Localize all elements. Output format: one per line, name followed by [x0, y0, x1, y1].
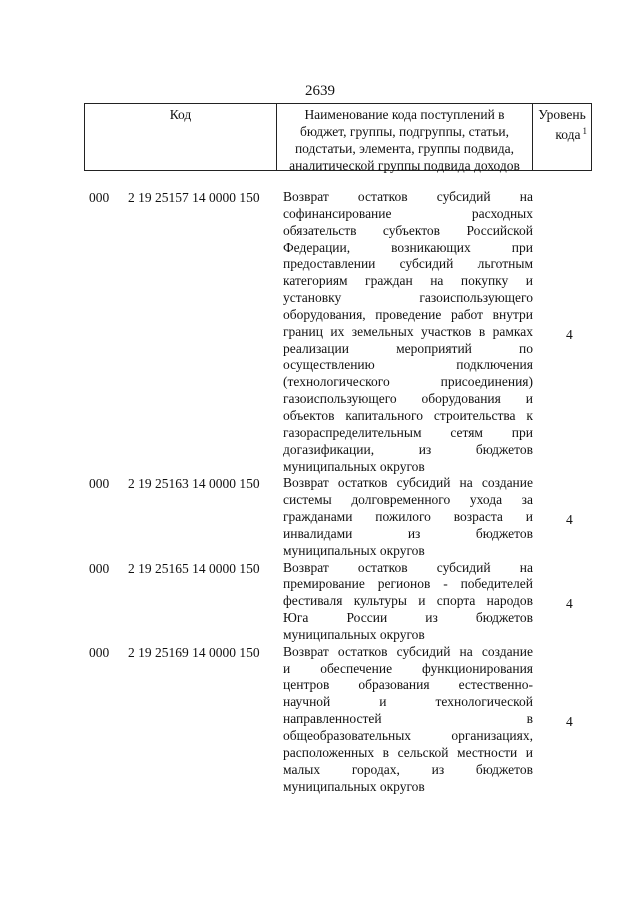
admin-code: 000 [89, 476, 110, 492]
page-number: 2639 [305, 83, 335, 99]
description-line: Юга России из бюджетов [283, 610, 533, 626]
admin-code: 000 [89, 560, 110, 576]
table-header [84, 103, 592, 171]
description-line: муниципальных округов [283, 458, 425, 474]
table-row [0, 475, 640, 559]
description-line: реализации мероприятий по [283, 340, 533, 356]
income-description [283, 475, 533, 559]
description-line: муниципальных округов [283, 542, 425, 558]
code-level: 4 [566, 714, 573, 730]
footnote-mark: 1 [582, 126, 587, 136]
admin-code: 000 [89, 644, 110, 660]
description-line: газораспределительным сетям при [283, 424, 533, 440]
header-level-line2: кода [555, 127, 581, 142]
description-line: (технологического присоединения) [283, 374, 533, 390]
code-level: 4 [566, 512, 573, 528]
description-line: софинансирование расходных [283, 205, 533, 221]
description-line: Возврат остатков субсидий на создание [283, 643, 533, 659]
header-name-line: бюджет, группы, подгруппы, статьи, [300, 124, 509, 139]
income-code: 2 19 25157 14 0000 150 [128, 190, 260, 205]
description-line: категориям граждан на покупку и [283, 273, 533, 289]
description-line: общеобразовательных организациях, [283, 728, 533, 743]
description-line: Возврат остатков субсидий на создание [283, 475, 533, 491]
description-line: системы долговременного ухода за [283, 492, 533, 508]
header-level [533, 104, 591, 170]
description-line: направленностей в [283, 711, 533, 727]
description-line: центров образования естественно- [283, 677, 533, 693]
admin-code: 000 [89, 190, 110, 205]
income-description [283, 644, 533, 796]
description-line: догазификации, из бюджетов [283, 441, 533, 457]
income-code: 2 19 25169 14 0000 150 [128, 644, 260, 660]
description-line: оборудования, проведение работ внутри [283, 306, 533, 322]
description-line: осуществлению подключения [283, 357, 533, 373]
header-code: Код [85, 104, 277, 170]
table-row [0, 560, 640, 644]
description-line: муниципальных округов [283, 778, 425, 794]
description-line: Возврат остатков субсидий на [283, 559, 533, 575]
description-line: предоставлении субсидий льготным [283, 256, 533, 272]
description-line: установку газоиспользующего [283, 290, 533, 306]
description-line: муниципальных округов [283, 626, 425, 642]
description-line: гражданами пожилого возраста и [283, 509, 533, 525]
description-line: малых городах, из бюджетов [283, 761, 533, 777]
header-name-line: подстатьи, элемента, группы подвида, [294, 141, 515, 156]
description-line: инвалидами из бюджетов [283, 525, 533, 541]
header-name [277, 104, 533, 173]
income-description [283, 560, 533, 644]
description-line: фестиваля культуры и спорта народов [283, 593, 533, 609]
header-name-line: Наименование кода поступлений в [304, 107, 505, 122]
description-line: обязательств субъектов Российской [283, 222, 533, 238]
description-line: и обеспечение функционирования [283, 660, 533, 676]
table-row [0, 644, 640, 796]
description-line: газоиспользующего оборудования и [283, 391, 533, 407]
header-name-line: аналитической группы подвида доходов [289, 158, 520, 173]
code-level: 4 [566, 596, 573, 612]
code-level: 4 [566, 326, 573, 342]
description-line: Федерации, возникающих при [283, 239, 533, 255]
income-code: 2 19 25165 14 0000 150 [128, 560, 260, 576]
description-line: Возврат остатков субсидий на [283, 189, 533, 204]
header-level-line2-wrap [533, 123, 591, 143]
header-level-line1: Уровень [538, 107, 586, 122]
description-line: научной и технологической [283, 694, 533, 710]
description-line: объектов капитального строительства к [283, 407, 533, 423]
income-code: 2 19 25163 14 0000 150 [128, 476, 260, 492]
table-body [0, 189, 640, 795]
description-line: границ их земельных участков в рамках [283, 323, 533, 339]
table-row [0, 189, 640, 475]
income-description [283, 189, 533, 475]
description-line: премирование регионов - победителей [283, 576, 533, 592]
description-line: расположенных в сельской местности и [283, 744, 533, 760]
